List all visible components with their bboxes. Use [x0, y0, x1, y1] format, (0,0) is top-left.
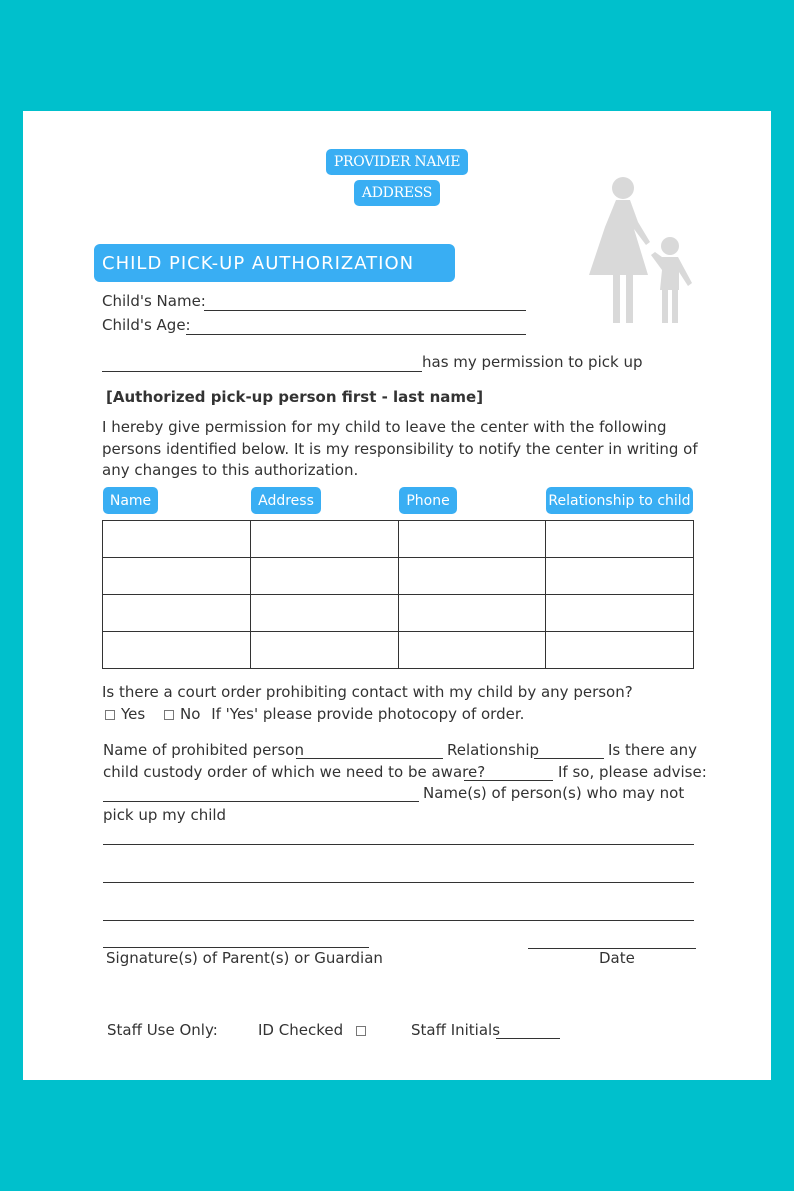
- table-cell[interactable]: [398, 632, 546, 669]
- table-cell[interactable]: [398, 558, 546, 595]
- no-label: No: [180, 705, 201, 723]
- table-row: [103, 521, 694, 558]
- table-cell[interactable]: [250, 595, 398, 632]
- may-not-pickup-field-3[interactable]: [103, 920, 694, 921]
- child-age-label: Child's Age:: [102, 316, 191, 334]
- id-checked-label: [258, 1021, 372, 1039]
- child-name-label: Child's Name:: [102, 292, 206, 310]
- table-cell[interactable]: [546, 558, 694, 595]
- table-cell[interactable]: [103, 595, 251, 632]
- table-row: [103, 558, 694, 595]
- custody-question: child custody order of which we need to be aware?: [103, 763, 486, 781]
- table-header-phone: Phone: [399, 487, 457, 514]
- may-not-pickup-field-1[interactable]: [103, 844, 694, 845]
- address-badge: ADDRESS: [354, 180, 440, 206]
- form-page: [23, 111, 771, 1080]
- signature-field[interactable]: [103, 947, 369, 948]
- date-label: Date: [599, 949, 635, 967]
- table-cell[interactable]: [546, 521, 694, 558]
- relationship-field[interactable]: [534, 758, 604, 759]
- id-checked-text: ID Checked: [258, 1021, 344, 1039]
- table-cell[interactable]: [398, 595, 546, 632]
- table-cell[interactable]: [103, 558, 251, 595]
- staff-initials-field[interactable]: [496, 1038, 560, 1039]
- table-header-address: Address: [251, 487, 321, 514]
- may-not-pickup-label-cont: pick up my child: [103, 806, 227, 824]
- child-age-field[interactable]: [186, 334, 526, 335]
- table-row: [103, 595, 694, 632]
- table-cell[interactable]: [250, 558, 398, 595]
- table-cell[interactable]: [250, 521, 398, 558]
- table-cell[interactable]: [546, 595, 694, 632]
- form-title: CHILD PICK-UP AUTHORIZATION: [94, 244, 455, 282]
- please-advise-label: If so, please advise:: [558, 763, 707, 781]
- parent-child-icon: [589, 177, 699, 327]
- no-checkbox[interactable]: [164, 710, 174, 720]
- prohibited-person-label: Name of prohibited person: [103, 741, 304, 759]
- staff-initials-label: Staff Initials: [411, 1021, 501, 1039]
- may-not-pickup-field-2[interactable]: [103, 882, 694, 883]
- court-order-note: If 'Yes' please provide photocopy of order.: [211, 705, 525, 723]
- id-checked-checkbox[interactable]: [356, 1026, 366, 1036]
- custody-order-field[interactable]: [464, 780, 553, 781]
- advise-field[interactable]: [103, 801, 419, 802]
- table-row: [103, 632, 694, 669]
- staff-use-label: Staff Use Only:: [107, 1021, 218, 1039]
- table-cell[interactable]: [103, 521, 251, 558]
- authorized-person-label: [Authorized pick-up person first - last name]: [106, 388, 484, 406]
- court-order-question: Is there a court order prohibiting contact with my child by any person?: [102, 683, 633, 701]
- table-cell[interactable]: [103, 632, 251, 669]
- relationship-label: Relationship: [447, 741, 540, 759]
- yes-label: Yes: [121, 705, 146, 723]
- yes-checkbox[interactable]: [105, 710, 115, 720]
- provider-name-badge: PROVIDER NAME: [326, 149, 468, 175]
- court-order-options: [105, 705, 524, 723]
- permission-text: has my permission to pick up: [422, 353, 643, 371]
- table-cell[interactable]: [398, 521, 546, 558]
- table-cell[interactable]: [250, 632, 398, 669]
- table-header-name: Name: [103, 487, 158, 514]
- table-cell[interactable]: [546, 632, 694, 669]
- table-header-relationship: Relationship to child: [546, 487, 693, 514]
- signature-label: Signature(s) of Parent(s) or Guardian: [106, 949, 383, 967]
- child-name-field[interactable]: [204, 310, 526, 311]
- may-not-pickup-label: Name(s) of person(s) who may not: [423, 784, 685, 802]
- prohibited-person-field[interactable]: [296, 758, 443, 759]
- consent-paragraph: I hereby give permission for my child to leave the center with the following persons identified below. It is my responsibility to notify the center in writing of any changes to this authorization.: [102, 418, 698, 479]
- custody-question-start: Is there any: [608, 741, 698, 759]
- authorized-person-field[interactable]: [102, 371, 422, 372]
- authorized-persons-table: [102, 520, 694, 669]
